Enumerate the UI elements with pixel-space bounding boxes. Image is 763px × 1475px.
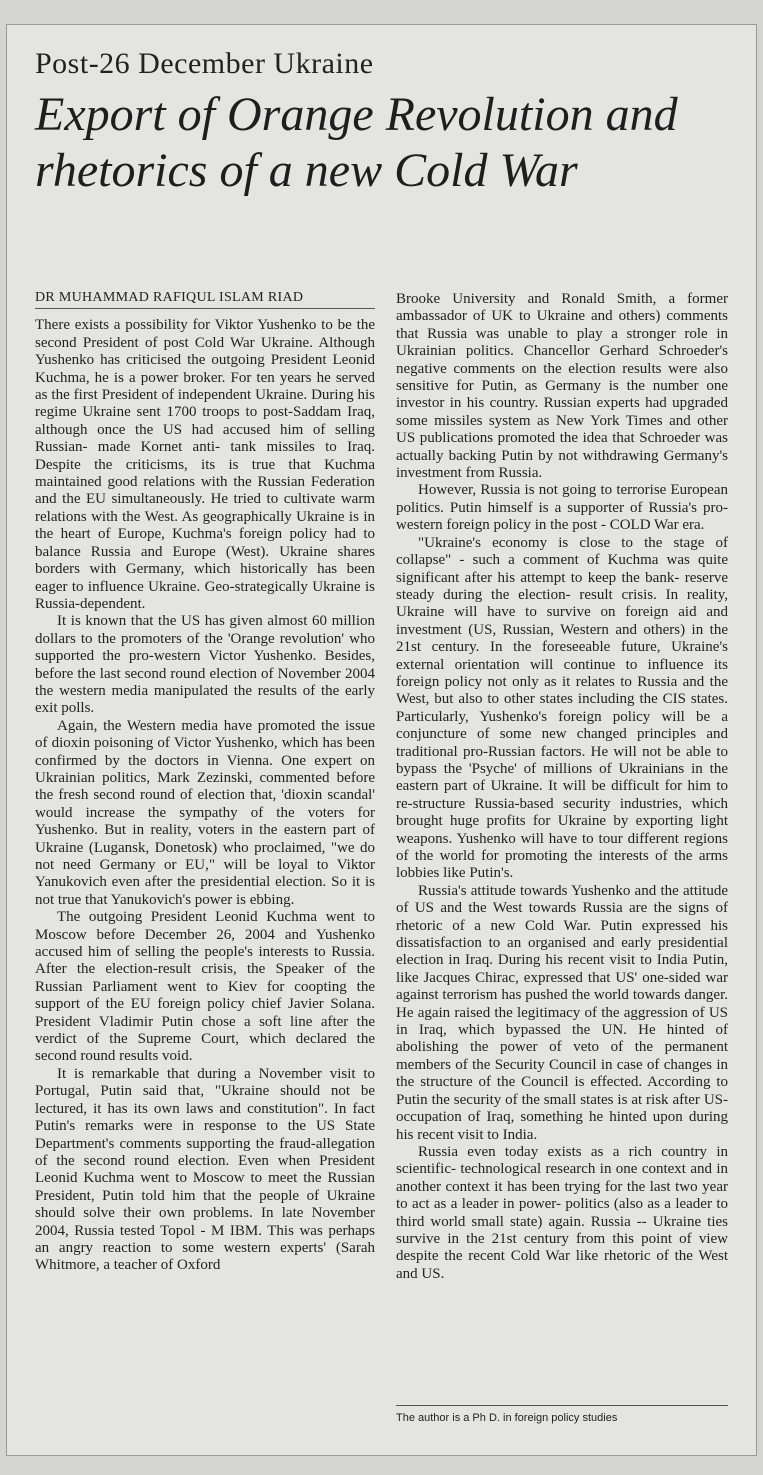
paragraph: "Ukraine's economy is close to the stage of collapse" - such a comment of Kuchma was quite significant after his attempt to keep the bank- reserve steady during the election- result crisis. In reality, Ukraine will have to survive on foreign aid and investment (US, Russian, Western and others) in the 21st century. In the foreseeable future, Ukraine's external orientation will continue to influence its foreign policy not only as it relates to Russia and the West, but also to other states including the CIS states. Particularly, Yushenko's foreign policy will be a conjuncture of some new changed principles and traditional pro-Russian factors. He will not be able to bypass the 'Psyche' of millions of Ukrainians in the eastern part of Ukraine. It will be difficult for him to re-structure Russia-based security industries, which brought huge profits for Ukraine by exporting light weapons. Yushenko will have to tour different regions of the world for promoting the interests of the arms lobbies like Putin's.	[396, 534, 728, 882]
paragraph: It is known that the US has given almost 60 million dollars to the promoters of the 'Orange revolution' who supported the pro-western Victor Yushenko. Besides, before the last second round election of November 2004 the western media manipulated the results of the early exit polls.	[35, 613, 375, 717]
paragraph: The outgoing President Leonid Kuchma went to Moscow before December 26, 2004 and Yushenko accused him of selling the people's interests to Russia. After the election-result crisis, the Speaker of the Russian Parliament went to Kiev for coopting the support of the EU foreign policy chief Javier Solana. President Vladimir Putin chose a soft line after the verdict of the Supreme Court, which declared the second round results void.	[35, 909, 375, 1065]
paragraph: It is remarkable that during a November visit to Portugal, Putin said that, "Ukraine should not be lectured, it has its own laws and constitution". In fact Putin's remarks were in response to the US State Department's comments supporting the fraud-allegation of the second round election. Even when President Leonid Kuchma went to Moscow to meet the Russian President, Putin told him that the people of Ukraine should solve their own problems. In late November 2004, Russia tested Topol - M IBM. This was perhaps an angry reaction to some western experts' (Sarah Whitmore, a teacher of Oxford	[35, 1065, 375, 1274]
article-column-right	[396, 291, 728, 1283]
paragraph: Brooke University and Ronald Smith, a former ambassador of UK to Ukraine and others) comments that Russia was unable to play a stronger role in Ukrainian politics. Chancellor Gerhard Schroeder's negative comments on the election results were also sensitive for Putin, as Germany is the number one investor in his country. Russian experts had upgraded some missiles system as New York Times and other US publications promoted the idea that Schroeder was actually backing Putin by not withdrawing Germany's investment from Russia.	[396, 291, 728, 482]
paragraph: Russia's attitude towards Yushenko and the attitude of US and the West towards Russia are the signs of rhetoric of a new Cold War. Putin expressed his dissatisfaction to an organised and early presidential election in Iraq. During his recent visit to India Putin, like Jacques Chirac, expressed that US' one-sided war against terrorism has pushed the world towards danger. He again raised the legitimacy of the aggression of US in Iraq, which bypassed the UN. He hinted of abolishing the power of veto of the permanent members of the Security Council in case of changes in the structure of the Council is effected. According to Putin the security of the small states is at risk after US-occupation of Iraq, something he hinted upon during his recent visit to India.	[396, 882, 728, 1143]
author-note: The author is a Ph D. in foreign policy studies	[396, 1405, 728, 1424]
paragraph: However, Russia is not going to terrorise European politics. Putin himself is a supporter of Russia's pro-western foreign policy in the post - COLD War era.	[396, 482, 728, 534]
paragraph: There exists a possibility for Viktor Yushenko to be the second President of post Cold War Ukraine. Although Yushenko has criticised the outgoing President Leonid Kuchma, he is a power broker. For ten years he served as the first President of independent Ukraine. During his regime Ukraine sent 1700 troops to post-Saddam Iraq, although once the US had accused him of selling Russian- made Kornet anti- tank missiles to Iraq. Despite the criticisms, its is true that Kuchma maintained good relations with the Russian Federation and the EU simultaneously. He tried to cultivate warm relations with the West. As geographically Ukraine is in the heart of Europe, Kuchma's foreign policy had to balance Russia and Europe (West). Ukraine shares borders with Germany, which historically has been eager to influence Ukraine. Geo-strategically Ukraine is Russia-dependent.	[35, 317, 375, 612]
paragraph: Again, the Western media have promoted the issue of dioxin poisoning of Victor Yushenko, which has been confirmed by the doctors in Vienna. One expert on Ukrainian politics, Mark Zezinski, commented before the fresh second round of election that, 'dioxin scandal' would increase the sympathy of the voters for Yushenko. But in reality, voters in the eastern part of Ukraine (Lugansk, Donetosk) who proclaimed, "we do not need Germany or EU," will be loyal to Viktor Yanukovich even after the presidential election. So it is not true that Yanukovich's power is ebbing.	[35, 717, 375, 908]
paragraph: Russia even today exists as a rich country in scientific- technological research in one context and in another context it has been trying for the last two year to act as a leader in power- politics (also as a leader to third world small state) again. Russia -- Ukraine ties survive in the 21st century from this point of view despite the recent Cold War like rhetoric of the West and US.	[396, 1143, 728, 1282]
newspaper-clipping	[6, 24, 757, 1456]
headline: Export of Orange Revolution and rhetorics of a new Cold War	[35, 88, 678, 197]
section-kicker: Post-26 December Ukraine	[35, 47, 374, 80]
byline: DR MUHAMMAD RAFIQUL ISLAM RIAD	[35, 289, 375, 309]
article-column-left	[35, 289, 375, 1275]
